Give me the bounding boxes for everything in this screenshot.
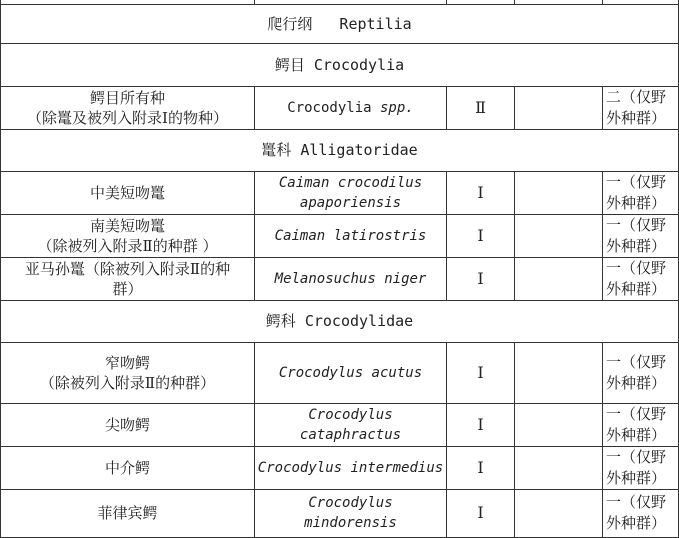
empty-cell bbox=[515, 257, 603, 300]
chinese-name-note: （除被列入附录Ⅱ的种群） bbox=[39, 373, 216, 392]
appendix-cell: Ⅱ bbox=[447, 86, 515, 129]
protection-level-cell bbox=[603, 257, 679, 300]
order-header bbox=[1, 43, 679, 86]
chinese-name-cell bbox=[1, 446, 255, 489]
protection-level: 一（仅野 bbox=[606, 447, 667, 466]
chinese-name: 窄吻鳄 bbox=[104, 353, 150, 372]
scientific-name-cont: mindorensis bbox=[304, 515, 397, 531]
family-header-row bbox=[1, 300, 679, 342]
scientific-name-cell bbox=[255, 214, 447, 257]
appendix-cell: Ⅰ bbox=[447, 342, 515, 403]
class-name-latin: Reptilia bbox=[339, 14, 412, 33]
chinese-name: 南美短吻鼍 bbox=[89, 216, 165, 235]
scientific-name-suffix: spp. bbox=[380, 99, 414, 116]
protection-note: 外种群） bbox=[606, 193, 667, 212]
protection-level-cell bbox=[603, 214, 679, 257]
chinese-name: 亚马孙鼍（除被列入附录Ⅱ的种 bbox=[24, 259, 231, 278]
table-row bbox=[1, 403, 679, 446]
appendix-cell: Ⅰ bbox=[447, 257, 515, 300]
scientific-name: Melanosuchus niger bbox=[274, 270, 427, 287]
protection-level: 一（仅野 bbox=[606, 172, 667, 191]
empty-cell bbox=[515, 171, 603, 214]
class-header-row bbox=[1, 4, 679, 43]
order-name-latin: Crocodylia bbox=[313, 55, 405, 74]
appendix-cell: Ⅰ bbox=[447, 171, 515, 214]
family-name-latin: Crocodylidae bbox=[304, 312, 414, 330]
protection-note: 外种群） bbox=[606, 279, 667, 298]
protection-level: 一（仅野 bbox=[606, 352, 667, 371]
protection-level-cell bbox=[603, 171, 679, 214]
scientific-name-cell bbox=[255, 171, 447, 214]
chinese-name-cell bbox=[1, 403, 255, 446]
protection-level-cell bbox=[603, 403, 679, 446]
protection-note: 外种群） bbox=[606, 468, 667, 487]
family-header-row bbox=[1, 129, 679, 171]
chinese-name-note: （除鼍及被列入附录Ⅰ的物种） bbox=[27, 108, 228, 127]
appendix-cell: Ⅰ bbox=[447, 489, 515, 537]
scientific-name-cont: cataphractus bbox=[299, 426, 402, 443]
family-name-cn: 鼍科 bbox=[261, 141, 292, 159]
chinese-name-note: 群） bbox=[112, 279, 143, 298]
protection-note: 外种群） bbox=[606, 514, 667, 532]
scientific-name-cell bbox=[255, 86, 447, 129]
empty-cell bbox=[515, 214, 603, 257]
chinese-name: 鳄目所有种 bbox=[89, 88, 165, 107]
table-row bbox=[1, 214, 679, 257]
chinese-name-note: （除被列入附录Ⅱ的种群 ） bbox=[37, 236, 218, 255]
appendix-cell: Ⅰ bbox=[447, 214, 515, 257]
table-row bbox=[1, 446, 679, 489]
empty-cell bbox=[515, 342, 603, 403]
scientific-name: Caiman latirostris bbox=[274, 227, 427, 244]
family-name-latin: Alligatoridae bbox=[300, 141, 418, 159]
empty-cell bbox=[515, 446, 603, 489]
scientific-name-cell bbox=[255, 342, 447, 403]
scientific-name-cell bbox=[255, 446, 447, 489]
class-name-cn: 爬行纲 bbox=[267, 14, 313, 33]
protection-level: 二（仅野 bbox=[606, 87, 667, 106]
scientific-name: Crocodylus acutus bbox=[278, 364, 423, 381]
family-header-crocodylidae bbox=[1, 300, 679, 342]
family-name-cn: 鳄科 bbox=[265, 312, 296, 330]
scientific-name: Caiman crocodilus bbox=[278, 174, 423, 191]
table-row bbox=[1, 86, 679, 129]
family-header-alligatoridae bbox=[1, 129, 679, 171]
chinese-name-cell bbox=[1, 342, 255, 403]
chinese-name: 尖吻鳄 bbox=[104, 415, 150, 434]
class-header bbox=[1, 4, 679, 43]
protection-level-cell bbox=[603, 446, 679, 489]
scientific-name: Crocodylus bbox=[308, 406, 393, 423]
protection-note: 外种群） bbox=[606, 108, 667, 127]
chinese-name-cell bbox=[1, 171, 255, 214]
protection-level-cell bbox=[603, 86, 679, 129]
table-row bbox=[1, 171, 679, 214]
table-row bbox=[1, 257, 679, 300]
table-row bbox=[1, 342, 679, 403]
scientific-name: Crocodylus intermedius bbox=[257, 459, 444, 476]
protection-level-cell bbox=[603, 342, 679, 403]
chinese-name-cell bbox=[1, 257, 255, 300]
protection-note: 外种群） bbox=[606, 236, 667, 255]
protection-note: 外种群） bbox=[606, 373, 667, 392]
scientific-name: Crocodylus bbox=[308, 495, 393, 511]
chinese-name-cell bbox=[1, 214, 255, 257]
empty-cell bbox=[515, 403, 603, 446]
order-header-row bbox=[1, 43, 679, 86]
order-name-cn: 鳄目 bbox=[274, 55, 305, 74]
empty-cell bbox=[515, 86, 603, 129]
chinese-name: 中介鳄 bbox=[104, 458, 150, 477]
protection-note: 外种群） bbox=[606, 425, 667, 444]
protection-level: 一（仅野 bbox=[606, 404, 667, 423]
scientific-name-cont: apaporiensis bbox=[299, 194, 402, 211]
scientific-name: Crocodylia bbox=[287, 99, 372, 116]
chinese-name: 中美短吻鼍 bbox=[89, 183, 165, 202]
protection-level: 一（仅野 bbox=[606, 258, 667, 277]
appendix-cell: Ⅰ bbox=[447, 403, 515, 446]
scientific-name-cell bbox=[255, 403, 447, 446]
chinese-name: 菲律宾鳄 bbox=[97, 504, 158, 522]
protection-level: 一（仅野 bbox=[606, 215, 667, 234]
scientific-name-cell bbox=[255, 257, 447, 300]
protection-level: 一（仅野 bbox=[606, 493, 667, 511]
appendix-cell: Ⅰ bbox=[447, 446, 515, 489]
chinese-name-cell bbox=[1, 86, 255, 129]
